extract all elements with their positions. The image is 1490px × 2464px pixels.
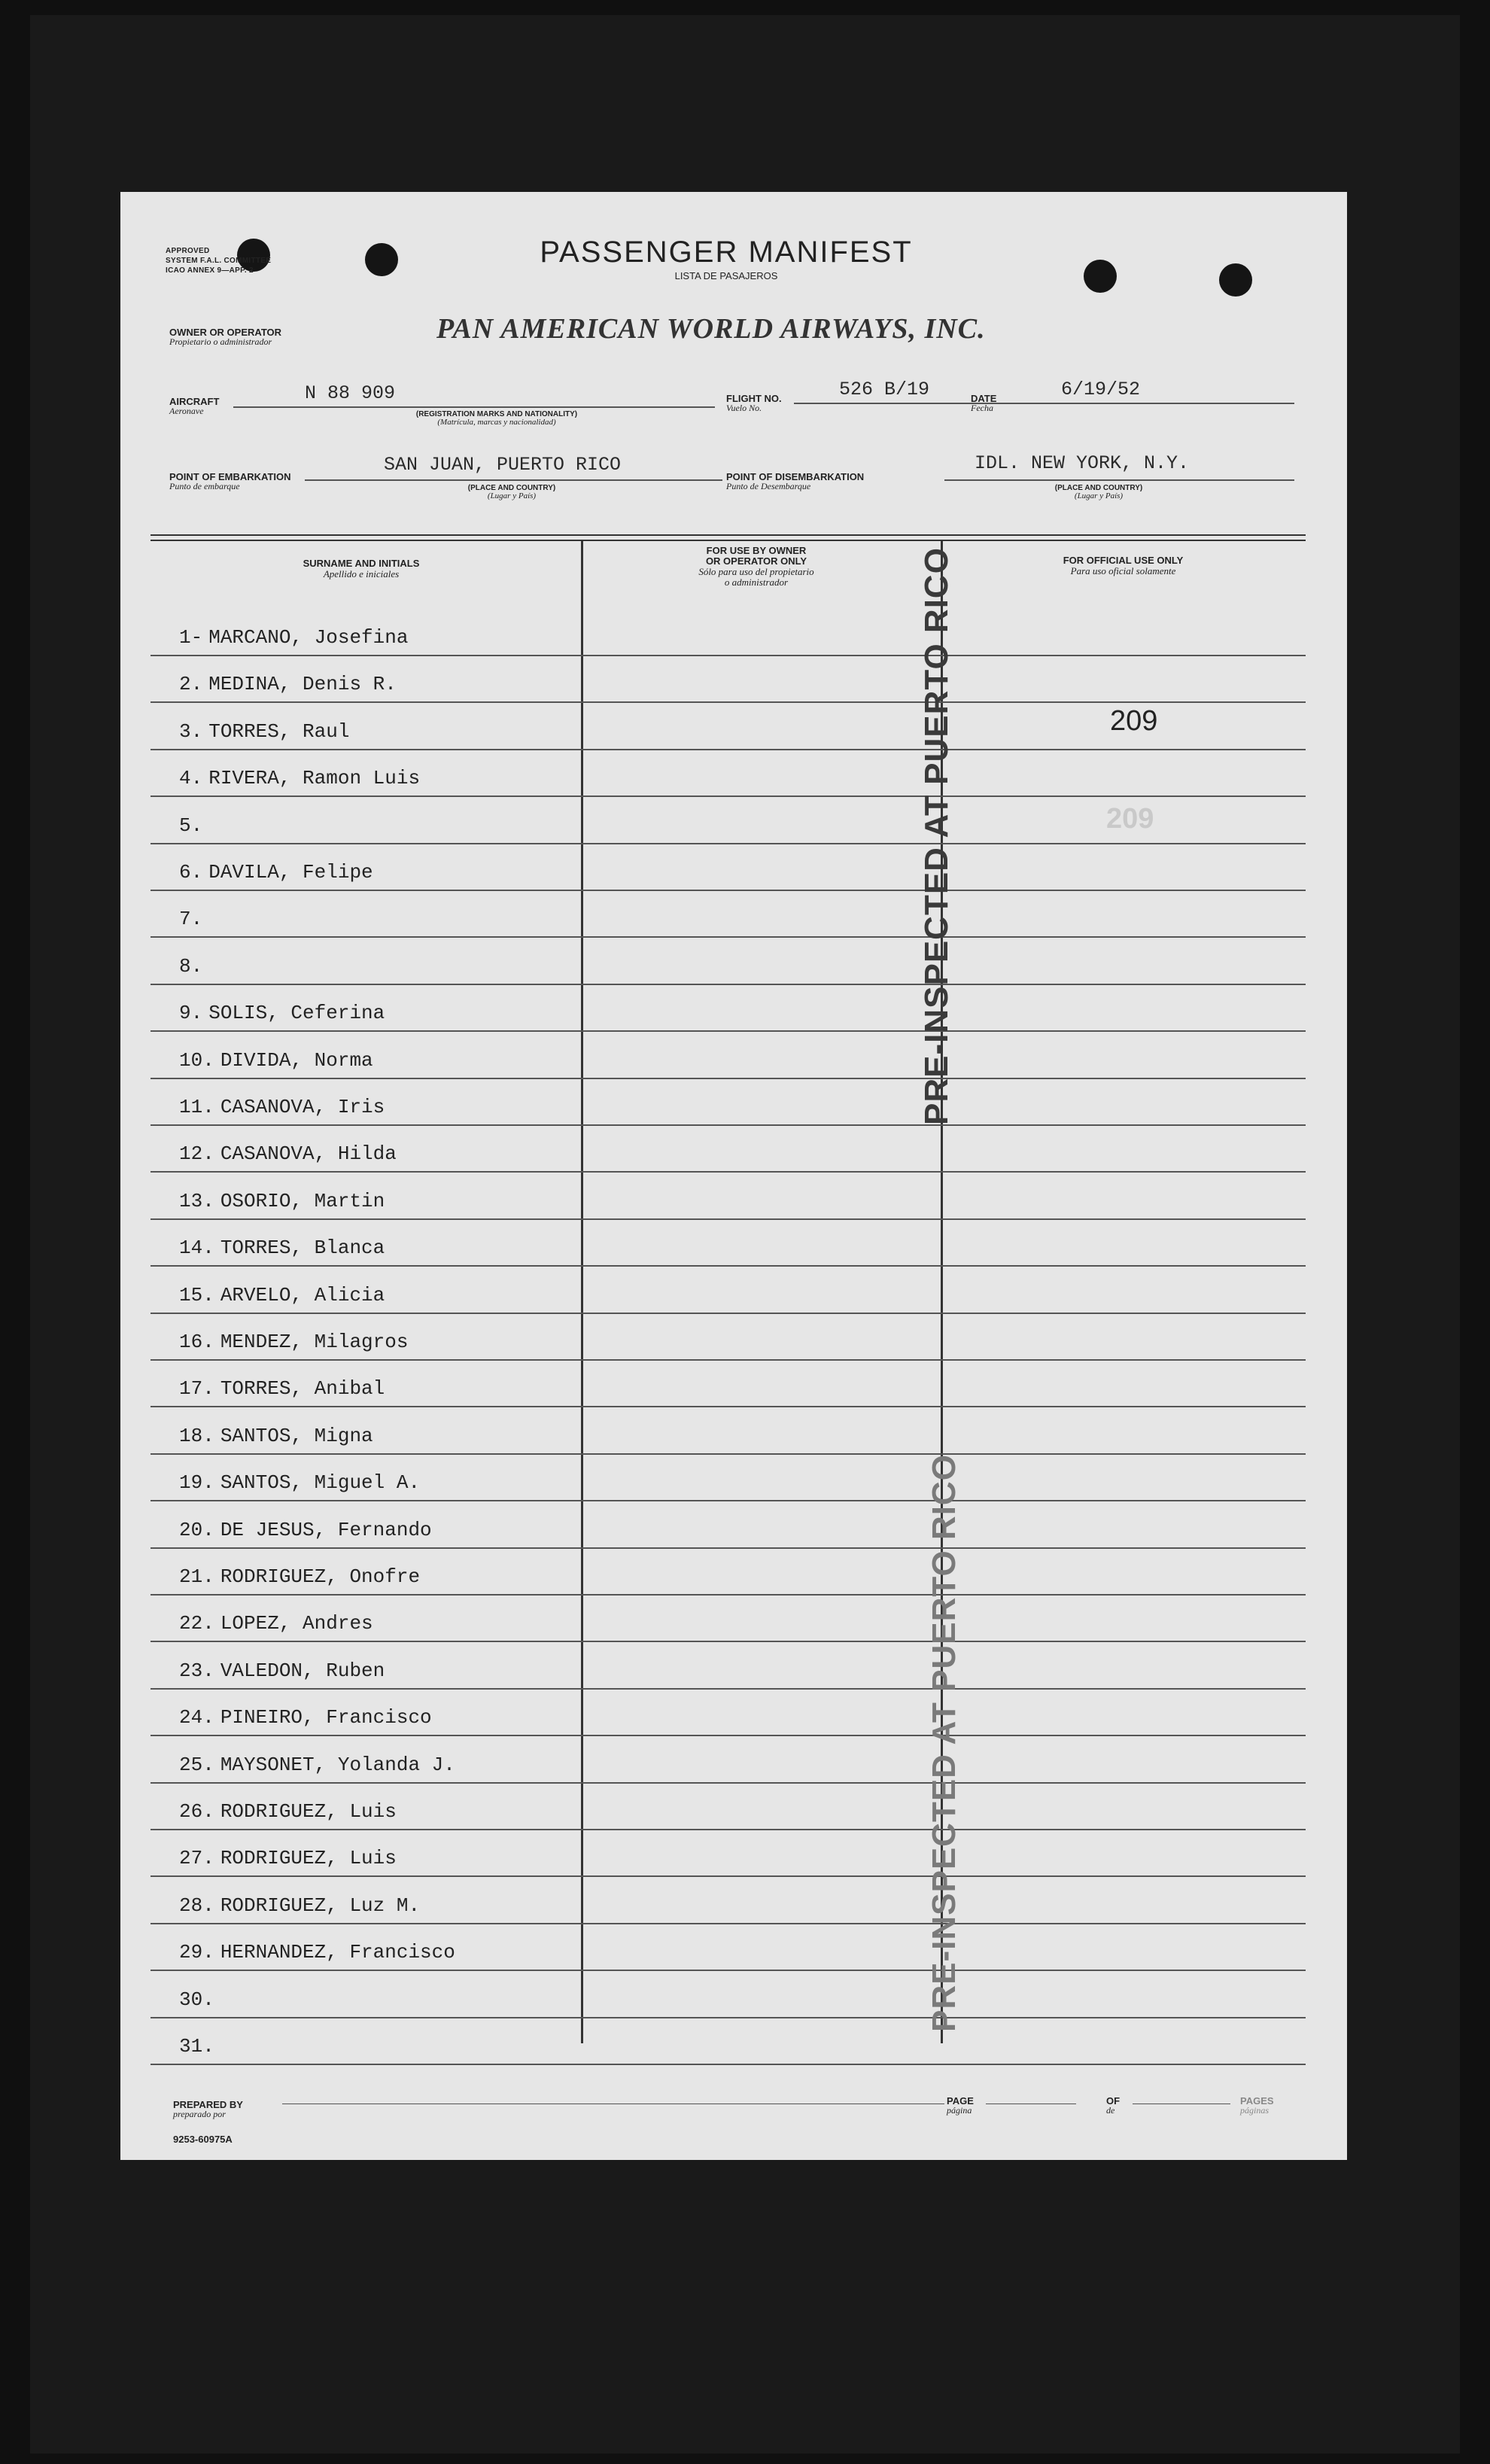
page-label xyxy=(947,2096,974,2116)
column-header-owner xyxy=(583,546,929,588)
pages-label-es: páginas xyxy=(1240,2105,1270,2116)
manifest-sheet xyxy=(120,192,1347,2160)
row-number: 27. xyxy=(179,1847,214,1870)
table-row xyxy=(151,1455,1306,1501)
of-label xyxy=(1106,2096,1120,2116)
column-header-surname-es: Apellido e iniciales xyxy=(323,568,400,579)
row-number: 15. xyxy=(179,1283,214,1307)
passenger-name: SOLIS, Ceferina xyxy=(208,1002,385,1025)
row-number: 28. xyxy=(179,1894,214,1917)
table-row xyxy=(151,1643,1306,1690)
passenger-name: MEDINA, Denis R. xyxy=(208,673,397,696)
approval-line-1: APPROVED xyxy=(166,247,210,255)
preinspection-stamp: PRE-INSPECTED AT PUERTO RICO xyxy=(918,547,955,1125)
preinspection-stamp-faded: PRE-INSPECTED AT PUERTO RICO xyxy=(926,1454,962,2032)
table-row xyxy=(151,1830,1306,1877)
row-number: 26. xyxy=(179,1800,214,1823)
passenger-entry xyxy=(179,1754,455,1776)
table-row xyxy=(151,1267,1306,1314)
passenger-entry xyxy=(179,1565,420,1588)
passenger-entry xyxy=(179,1847,397,1869)
row-number: 8. xyxy=(179,954,203,978)
prepared-by-label-es: preparado por xyxy=(173,2109,226,2119)
passenger-entry xyxy=(179,1190,385,1212)
airline-name: PAN AMERICAN WORLD AIRWAYS, INC. xyxy=(436,313,986,345)
passenger-entry xyxy=(179,1471,420,1494)
row-number: 24. xyxy=(179,1706,214,1729)
passenger-name: RODRIGUEZ, Luis xyxy=(220,1800,397,1823)
passenger-entry xyxy=(179,1096,385,1118)
passenger-entry xyxy=(179,1988,220,2011)
passenger-name: SANTOS, Migna xyxy=(220,1424,373,1447)
disembark-place-caption-en: (PLACE AND COUNTRY) xyxy=(1054,484,1143,492)
row-number: 12. xyxy=(179,1142,214,1166)
embark-place-caption-en: (PLACE AND COUNTRY) xyxy=(467,484,556,492)
row-number: 2. xyxy=(179,673,203,696)
row-number: 11. xyxy=(179,1096,214,1118)
passenger-entry xyxy=(179,1331,408,1353)
row-number: 14. xyxy=(179,1237,214,1260)
passenger-entry xyxy=(179,1800,397,1823)
embarkation-underline xyxy=(305,479,722,481)
pages-label xyxy=(1240,2096,1274,2116)
passenger-entry xyxy=(179,861,373,884)
row-number: 31. xyxy=(179,2035,214,2058)
disembarkation-label-en: POINT OF DISEMBARKATION xyxy=(726,471,865,482)
registration-caption-es: (Matrícula, marcas y nacionalidad) xyxy=(437,418,556,427)
flight-label-es: Vuelo No. xyxy=(726,403,762,413)
registration-caption xyxy=(361,410,632,427)
row-number: 4. xyxy=(179,767,203,790)
table-row xyxy=(151,938,1306,985)
table-row xyxy=(151,1173,1306,1220)
passenger-name: DIVIDA, Norma xyxy=(220,1048,373,1072)
column-header-official-en: FOR OFFICIAL USE ONLY xyxy=(1063,555,1184,566)
prepared-by-label-en: PREPARED BY xyxy=(173,2099,243,2110)
passenger-entry xyxy=(179,1941,455,1964)
passenger-entry xyxy=(179,1284,385,1307)
passenger-name: DE JESUS, Fernando xyxy=(220,1518,432,1541)
passenger-entry xyxy=(179,1659,385,1682)
passenger-name: CASANOVA, Iris xyxy=(220,1096,385,1118)
aircraft-underline xyxy=(233,406,715,408)
table-row xyxy=(151,985,1306,1032)
passenger-entry xyxy=(179,626,408,649)
form-number: 9253-60975A xyxy=(173,2134,233,2145)
punch-hole-2 xyxy=(365,243,398,276)
row-number: 19. xyxy=(179,1471,214,1495)
passenger-name: MAYSONET, Yolanda J. xyxy=(220,1753,455,1776)
table-row xyxy=(151,844,1306,891)
row-number: 23. xyxy=(179,1659,214,1682)
date-value: 6/19/52 xyxy=(1061,379,1141,400)
passenger-entry xyxy=(179,1237,385,1259)
passenger-entry xyxy=(179,673,397,695)
row-number: 22. xyxy=(179,1612,214,1635)
passenger-entry xyxy=(179,1142,397,1165)
row-rule xyxy=(151,2064,1306,2065)
column-header-official-es: Para uso oficial solamente xyxy=(1070,565,1176,576)
passenger-entry xyxy=(179,1377,385,1400)
approval-line-3: ICAO ANNEX 9—APP. 2 xyxy=(166,266,254,275)
row-number: 9. xyxy=(179,1002,203,1025)
aircraft-label-en: AIRCRAFT xyxy=(169,396,220,407)
row-number: 5. xyxy=(179,814,203,837)
passenger-name: OSORIO, Martin xyxy=(220,1189,385,1212)
passenger-name: RIVERA, Ramon Luis xyxy=(208,767,421,790)
table-row xyxy=(151,2018,1306,2065)
flight-label xyxy=(726,394,782,413)
table-row xyxy=(151,656,1306,703)
passenger-name: SANTOS, Miguel A. xyxy=(220,1471,421,1495)
table-row xyxy=(151,891,1306,938)
column-header-owner-line-1: FOR USE BY OWNER xyxy=(706,545,807,556)
disembarkation-label-es: Punto de Desembarque xyxy=(726,481,811,491)
passenger-name: RODRIGUEZ, Luis xyxy=(220,1847,397,1870)
date-label-en: DATE xyxy=(971,393,997,404)
passenger-name: HERNANDEZ, Francisco xyxy=(220,1941,455,1964)
passenger-entry xyxy=(179,814,208,837)
passenger-entry xyxy=(179,1519,432,1541)
passenger-entry xyxy=(179,720,349,743)
flight-label-en: FLIGHT NO. xyxy=(726,393,782,404)
table-row xyxy=(151,1972,1306,2018)
official-number: 209 xyxy=(1110,705,1158,737)
row-number: 6. xyxy=(179,861,203,884)
column-header-owner-es-2: o administrador xyxy=(724,576,789,588)
table-row xyxy=(151,1361,1306,1407)
header-rule-bottom xyxy=(151,540,1306,541)
column-header-owner-line-2: OR OPERATOR ONLY xyxy=(705,555,807,567)
passenger-entry xyxy=(179,1002,385,1024)
page-subtitle: LISTA DE PASAJEROS xyxy=(674,270,778,281)
passenger-entry xyxy=(179,1894,420,1917)
flight-value: 526 B/19 xyxy=(839,379,930,400)
of-label-en: OF xyxy=(1106,2095,1121,2107)
row-number: 3. xyxy=(179,719,203,743)
row-number: 25. xyxy=(179,1753,214,1776)
approval-line-2: SYSTEM F.A.L. COMMITTEE xyxy=(166,257,272,265)
disembarkation-underline xyxy=(944,479,1294,481)
prepared-by-label xyxy=(173,2100,243,2119)
aircraft-label xyxy=(169,397,219,416)
table-row xyxy=(151,1314,1306,1361)
passenger-entry xyxy=(179,955,208,978)
disembarkation-label xyxy=(726,472,864,491)
official-number-faded: 209 xyxy=(1106,803,1154,835)
passenger-entry xyxy=(179,908,208,930)
table-row xyxy=(151,1737,1306,1784)
column-header-surname-en: SURNAME AND INITIALS xyxy=(303,558,420,569)
column-header-official xyxy=(944,555,1302,576)
embarkation-label-es: Punto de embarque xyxy=(169,481,240,491)
table-row xyxy=(151,1220,1306,1267)
aircraft-value: N 88 909 xyxy=(305,382,396,404)
passenger-name: TORRES, Anibal xyxy=(220,1377,385,1401)
embark-place-caption-es: (Lugar y País) xyxy=(487,491,537,500)
embark-place-caption xyxy=(436,484,587,500)
row-number: 7. xyxy=(179,908,203,931)
header-rule-top xyxy=(151,534,1306,536)
passenger-entry xyxy=(179,2035,220,2058)
embarkation-label-en: POINT OF EMBARKATION xyxy=(169,471,291,482)
row-number: 16. xyxy=(179,1331,214,1353)
embarkation-label xyxy=(169,472,291,491)
table-row xyxy=(151,1549,1306,1596)
approval-note xyxy=(166,246,271,275)
passenger-name: VALEDON, Ruben xyxy=(220,1659,385,1682)
pages-label-en: PAGES xyxy=(1240,2095,1274,2107)
passenger-name: RODRIGUEZ, Luz M. xyxy=(220,1894,421,1917)
row-number: 30. xyxy=(179,1988,214,2011)
disembarkation-value: IDL. NEW YORK, N.Y. xyxy=(975,452,1190,474)
passenger-entry xyxy=(179,1612,373,1635)
owner-label-en: OWNER OR OPERATOR xyxy=(169,327,282,338)
disembark-place-caption-es: (Lugar y País) xyxy=(1074,491,1124,500)
registration-caption-en: (REGISTRATION MARKS AND NATIONALITY) xyxy=(415,410,578,418)
column-header-owner-es-1: Sólo para uso del propietario xyxy=(698,566,814,577)
passenger-entry xyxy=(179,1706,432,1729)
table-row xyxy=(151,750,1306,797)
passenger-name: TORRES, Raul xyxy=(208,719,350,743)
page-label-en: PAGE xyxy=(947,2095,974,2107)
row-number: 29. xyxy=(179,1941,214,1964)
passenger-name: PINEIRO, Francisco xyxy=(220,1706,432,1729)
table-row xyxy=(151,1784,1306,1830)
owner-label xyxy=(169,327,281,347)
table-row xyxy=(151,1924,1306,1971)
date-underline xyxy=(1005,403,1294,404)
table-row xyxy=(151,1878,1306,1924)
date-label xyxy=(971,394,996,413)
row-number: 13. xyxy=(179,1189,214,1212)
row-number: 17. xyxy=(179,1377,214,1401)
passenger-name: TORRES, Blanca xyxy=(220,1237,385,1260)
table-row xyxy=(151,1033,1306,1079)
row-number: 20. xyxy=(179,1518,214,1541)
table-row xyxy=(151,1126,1306,1173)
row-number: 10. xyxy=(179,1048,214,1072)
passenger-name: DAVILA, Felipe xyxy=(208,861,373,884)
page-title: PASSENGER MANIFEST xyxy=(540,236,913,269)
page-label-es: página xyxy=(947,2105,972,2116)
passenger-name: LOPEZ, Andres xyxy=(220,1612,373,1635)
passenger-entry xyxy=(179,767,420,789)
table-row xyxy=(151,1502,1306,1549)
table-row xyxy=(151,1596,1306,1642)
passenger-name: ARVELO, Alicia xyxy=(220,1283,385,1307)
passenger-entry xyxy=(179,1049,373,1072)
passenger-name: MARCANO, Josefina xyxy=(208,626,409,649)
date-label-es: Fecha xyxy=(971,403,993,413)
row-number: 1- xyxy=(179,626,203,649)
table-row xyxy=(151,1079,1306,1126)
of-label-es: de xyxy=(1106,2105,1115,2116)
table-row xyxy=(151,610,1306,656)
aircraft-label-es: Aeronave xyxy=(169,406,204,416)
owner-label-es: Propietario o administrador xyxy=(169,336,272,347)
embarkation-value: SAN JUAN, PUERTO RICO xyxy=(384,454,622,476)
disembark-place-caption xyxy=(1023,484,1174,500)
table-row xyxy=(151,1690,1306,1736)
passenger-name: MENDEZ, Milagros xyxy=(220,1331,409,1353)
punch-hole-4 xyxy=(1219,263,1252,297)
column-header-surname xyxy=(151,558,572,579)
punch-hole-3 xyxy=(1084,260,1117,293)
passenger-entry xyxy=(179,1425,373,1447)
table-row xyxy=(151,1408,1306,1455)
row-number: 18. xyxy=(179,1424,214,1447)
passenger-name: RODRIGUEZ, Onofre xyxy=(220,1565,421,1588)
row-number: 21. xyxy=(179,1565,214,1588)
passenger-name: CASANOVA, Hilda xyxy=(220,1142,397,1166)
